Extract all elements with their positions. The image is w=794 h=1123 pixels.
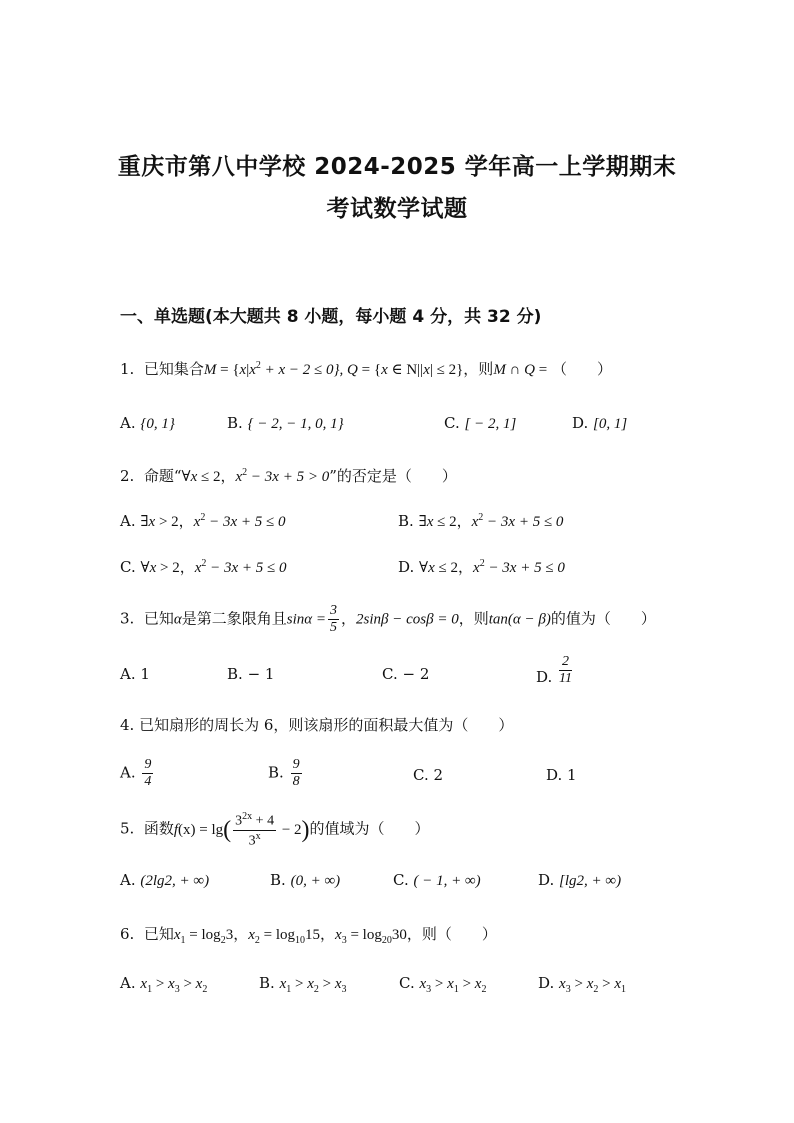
- q5-option-c: C. ( − 1, + ∞): [393, 871, 481, 889]
- q4-option-b: B. $\frac{9}{8}$: [268, 757, 300, 789]
- q6-option-a: A. $x_1 > x_3 > x_2$: [120, 974, 208, 995]
- question-2: 2. 命题“∀x ≤ 2，$x^2 - 3x + 5 > 0$”的否定是（ ）: [120, 467, 457, 485]
- q3-option-c: C. − 2: [382, 665, 430, 683]
- q2-option-a: A. ∃x > 2，$x^2 - 3x + 5 \le 0$: [120, 512, 286, 530]
- question-4: 4. 已知扇形的周长为 6，则该扇形的面积最大值为（ ）: [120, 716, 514, 734]
- q6-option-c: C. $x_3 > x_1 > x_2$: [399, 974, 487, 995]
- q5-option-d: D. [lg2, + ∞): [538, 871, 622, 889]
- q4-option-a: A. $\frac{9}{4}$: [120, 757, 152, 789]
- q2-option-c: C. ∀x > 2，$x^2 - 3x + 5 \le 0$: [120, 558, 287, 576]
- q4-option-c: C. 2: [413, 766, 444, 784]
- q3-option-b: B. − 1: [227, 665, 275, 683]
- question-5: 5. 函数f(x) = lg( $\frac{3^{2x} + 4}{3^x}$ − 2)的值域为（ ）: [120, 811, 430, 849]
- q6-option-d: D. $x_3 > x_2 > x_1$: [538, 974, 626, 995]
- question-3: 3. 已知α是第二象限角且sinα = $\frac{3}{5}$ ，2sinβ − cosβ = 0，则tan(α − β)的值为（ ）: [120, 603, 656, 635]
- q5-option-a: A. (2lg2, + ∞): [120, 871, 210, 889]
- exam-title-line2: 考试数学试题: [326, 196, 468, 222]
- section-heading: 一、单选题(本大题共 8 小题，每小题 4 分，共 32 分): [120, 307, 542, 327]
- q3-option-d: D. $\frac{2}{11}$: [536, 654, 573, 686]
- q4-option-d: D. 1: [546, 766, 577, 784]
- q1-option-d: D. [0, 1]: [572, 414, 628, 432]
- exam-title-line1: 重庆市第八中学校 2024-2025 学年高一上学期期末: [117, 154, 677, 180]
- q5-option-b: B. (0, + ∞): [270, 871, 341, 889]
- q2-option-d: D. ∀x ≤ 2，$x^2 - 3x + 5 \le 0$: [398, 558, 565, 576]
- question-6: 6. 已知$x_1 = \log_23$，$x_2 = \log_{10}15$，$x_3 = \log_{20}30$，则（ ）: [120, 925, 497, 946]
- q1-option-c: C. [ − 2, 1]: [444, 414, 517, 432]
- question-1: 1. 已知集合$M = \{x|x^2 + x - 2 \le 0\}$, Q = {x ∈ N||x| ≤ 2}，则M ∩ Q = （ ）: [120, 360, 612, 378]
- q1-option-b: B. { − 2, − 1, 0, 1}: [227, 414, 344, 432]
- q2-option-b: B. ∃x ≤ 2，$x^2 - 3x + 5 \le 0$: [398, 512, 564, 530]
- q1-option-a: A. {0, 1}: [120, 414, 175, 432]
- q3-option-a: A. 1: [120, 665, 150, 683]
- q6-option-b: B. $x_1 > x_2 > x_3$: [259, 974, 347, 995]
